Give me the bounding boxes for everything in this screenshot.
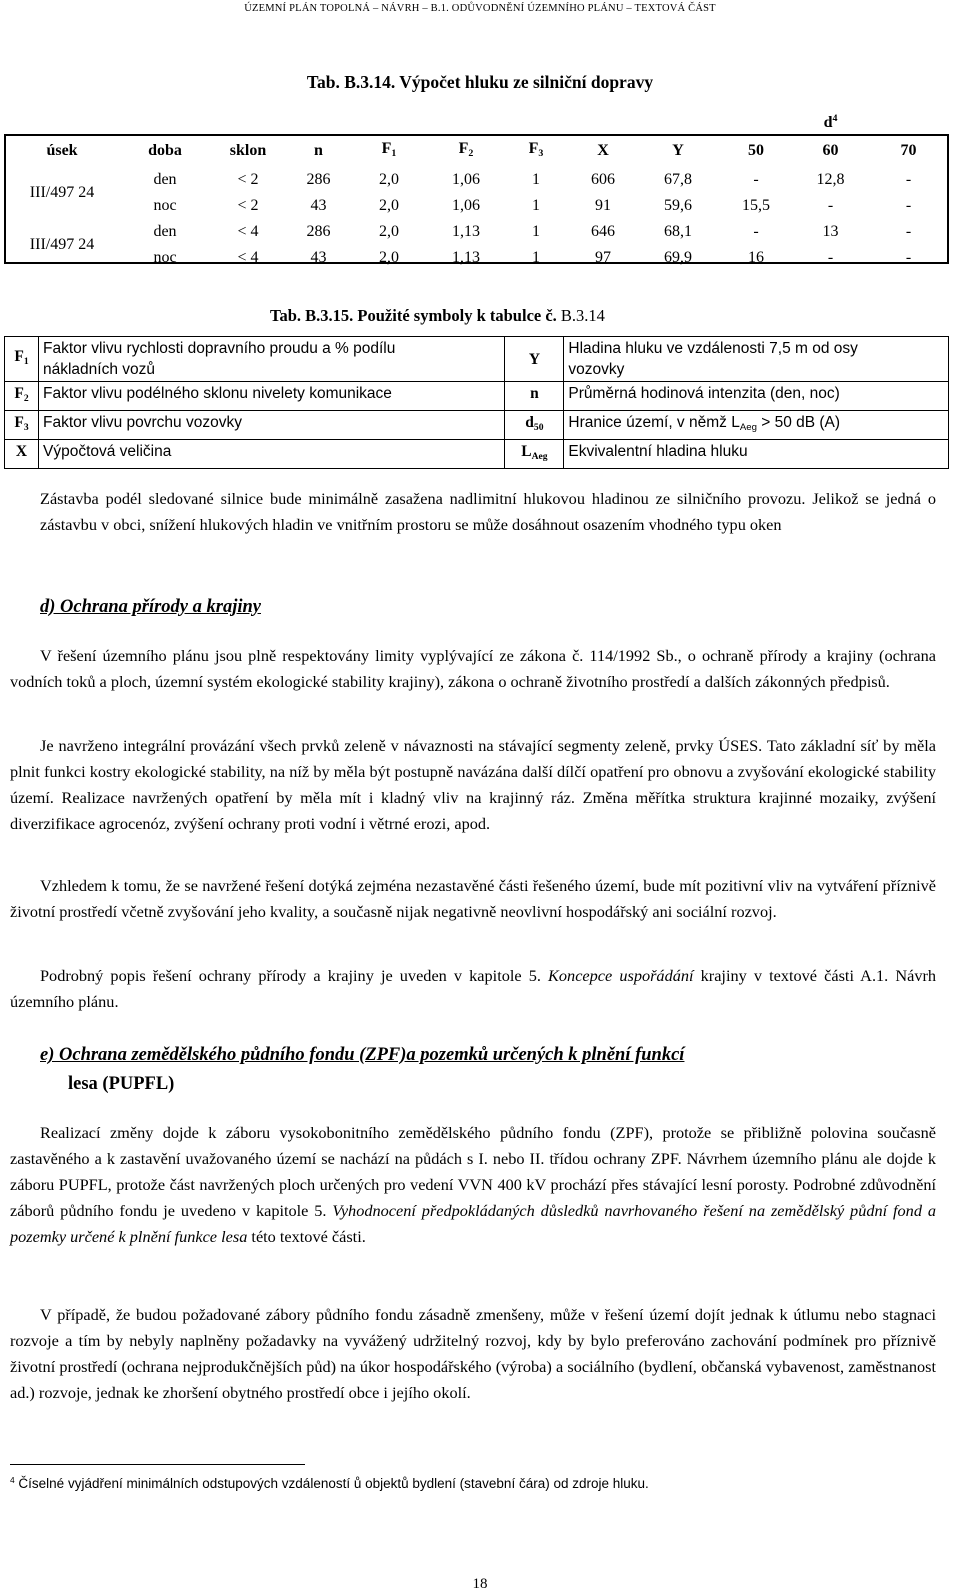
symbol-desc: Faktor vlivu povrchu vozovky — [38, 410, 504, 439]
table-row — [5, 382, 949, 411]
symbol-desc: Ekvivalentní hladina hluku — [564, 439, 949, 468]
section-heading-e-cont: lesa (PUPFL) — [68, 1074, 175, 1094]
table-row: noc < 2 43 2,0 1,06 1 91 59,6 15,5 - - — [153, 196, 912, 214]
symbol-cell: $F_1$ — [5, 337, 39, 382]
paragraph-positive-impact: Vzhledem k tomu, že se navržené řešení dotýká zejména nezastavěné části řešeného území, bude mít pozitivní vliv na vytváření příznivě životní prostředí včetně zvyšování jeho kvality, a současně nijak negativně neovlivní hospodářský ani sociální rozvoj. — [10, 876, 936, 921]
col-header: sklon — [229, 142, 267, 160]
symbol-desc: Hranice území, v němž $L_{Aeg} > 50$ dB (A) — [564, 410, 949, 439]
table-row — [5, 410, 949, 439]
symbol-cell: $L_{Aeg}$ — [505, 439, 564, 468]
paragraph-alternative: V případě, že budou požadované zábory půdního fondu zásadně zmenšeny, může v řešení území dojít jednak k útlumu nebo stagnaci rozvoje a tím by nebyly naplněny požadavky na vyvážený udržitelný rozvoj, kdy by bylo preferováno zachování podmínek pro příznivě životní prostředí (ochrana nejprodukčnějších půd) na úkor hospodářského (výroba) a sociálního (bydlení, občanská vybavenost, zaměstnanost ad.) rozvoje, jednak ke zhoršení obytného prostředí obce i jejího okolí. — [10, 1305, 936, 1402]
section-heading-e: e) Ochrana zemědělského půdního fondu (ZPF)a pozemků určených k plnění funkcí — [40, 1045, 685, 1065]
col-header: 70 — [900, 142, 917, 160]
table2-title: Tab. B.3.15. Použité symboly k tabulce č. B.3.14 — [270, 306, 605, 325]
col-header: 50 — [748, 142, 764, 160]
col-header: X — [597, 142, 609, 160]
table1-title: Tab. B.3.14. Výpočet hluku ze silniční dopravy — [306, 72, 654, 92]
col-header: $F_2$ — [458, 139, 474, 159]
usek-cell: III/497 24 — [29, 183, 95, 201]
col-header: $F_3$ — [528, 139, 544, 159]
footnote: $^4$ Číselné vyjádření minimálních odstupových vzdáleností ů objektů bydlení (stavební čára) od zdroje hluku. — [10, 1475, 649, 1492]
distance-header: $d^4$ — [823, 113, 838, 131]
symbol-desc: Výpočtová veličina — [38, 439, 504, 468]
usek-cell: III/497 24 — [29, 235, 95, 253]
table-row: III/497 24 den < 2 286 2,0 1,06 1 606 67,8 - 12,8 - — [4, 167, 951, 193]
col-header: $F_1$ — [381, 139, 397, 159]
col-header: doba — [148, 142, 182, 160]
symbol-cell: $d_{50}$ — [505, 410, 564, 439]
symbol-desc: Faktor vlivu rychlosti dopravního proudu a % podílu nákladních vozů — [38, 337, 504, 382]
table-row — [5, 439, 949, 468]
page-header: ÚZEMNÍ PLÁN TOPOLNÁ – NÁVRH – B.1. ODŮVODNĚNÍ ÚZEMNÍHO PLÁNU – TEXTOVÁ ČÁST — [244, 3, 716, 14]
table-row — [5, 337, 949, 382]
paragraph-nature-limits: V řešení územního plánu jsou plně respektovány limity vyplývající ze zákona č. 114/1992 Sb., o ochraně přírody a krajiny (ochrana vodních toků a ploch, územní systém ekologické stability krajiny), zákona o ochraně životního prostředí a dalších zákonných předpisů. — [10, 646, 936, 691]
footnote-separator — [10, 1464, 305, 1465]
symbol-desc: Průměrná hodinová intenzita (den, noc) — [564, 382, 949, 411]
symbol-cell: Y — [505, 337, 564, 382]
col-header: n — [314, 142, 323, 160]
symbol-cell: $F_2$ — [5, 382, 39, 411]
page-number: 18 — [472, 1576, 488, 1592]
paragraph-noise-conclusion: Zástavba podél sledované silnice bude minimálně zasažena nadlimitní hlukovou hladinou ze silničního provozu. Jelikož se jedná o zástavbu v obci, snížení hlukových hladin ve vnitřním prostoru se může dosáhnout osazením vhodného typu oken — [40, 489, 936, 534]
noise-calculation-table — [4, 106, 951, 271]
symbols-table — [4, 336, 949, 469]
symbol-cell: X — [5, 439, 39, 468]
symbol-cell: n — [505, 382, 564, 411]
symbol-desc: Faktor vlivu podélného sklonu nivelety komunikace — [38, 382, 504, 411]
paragraph-reference: Podrobný popis řešení ochrany přírody a krajiny je uveden v kapitole 5. Koncepce uspořádání krajiny v textové části A.1. Návrh územního plánu. — [10, 966, 937, 1011]
symbol-cell: $F_3$ — [5, 410, 39, 439]
col-header: Y — [672, 142, 684, 160]
paragraph-zpf: Realizací změny dojde k záboru vysokobonitního zemědělského půdního fondu (ZPF), protože se přibližně polovina současně zastavěného a k zastavění uvažovaného území se nachází na půdách s I. nebo II. třídou ochrany ZPF. Návrhem územního plánu ale dojde k záboru PUPFL, protože část navržených ploch určených pro vedení VVN 400 kV prochází přes stávající lesní porosty. Podrobné zdůvodnění záborů půdního fondu je uvedeno v kapitole 5. Vyhodnocení předpokládaných důsledků navrhovaného řešení na zemědělský půdní fond a pozemky určené k plnění funkce lesa této textové části. — [10, 1123, 936, 1246]
paragraph-greenery: Je navrženo integrální provázání všech prvků zeleně v návaznosti na stávající segmenty zeleně, prvky ÚSES. Tato základní síť by měla plnit funkci kostry ekologické stability, na níž by měla být postupně navázána další dílčí opatření pro obnovu a zvyšování ekologické stability území. Realizace navržených opatření by měla mít i kladný vliv na krajinný ráz. Změna měřítka struktura krajinné mozaiky, zvýšení diverzifikace agrocenóz, zvýšení ochrany proti vodní i větrné erozi, apod. — [10, 736, 936, 833]
table1-header-row — [4, 136, 951, 167]
col-header: 60 — [822, 142, 839, 160]
col-header: úsek — [46, 142, 78, 160]
section-heading-d: d) Ochrana přírody a krajiny — [40, 597, 261, 617]
table-row: III/497 24 den < 4 286 2,0 1,13 1 646 68,1 - 13 - — [4, 219, 951, 245]
symbol-desc: Hladina hluku ve vzdálenosti 7,5 m od osy vozovky — [564, 337, 949, 382]
table-row: noc < 4 43 2,0 1,13 1 97 69,9 16 - - — [153, 248, 912, 266]
